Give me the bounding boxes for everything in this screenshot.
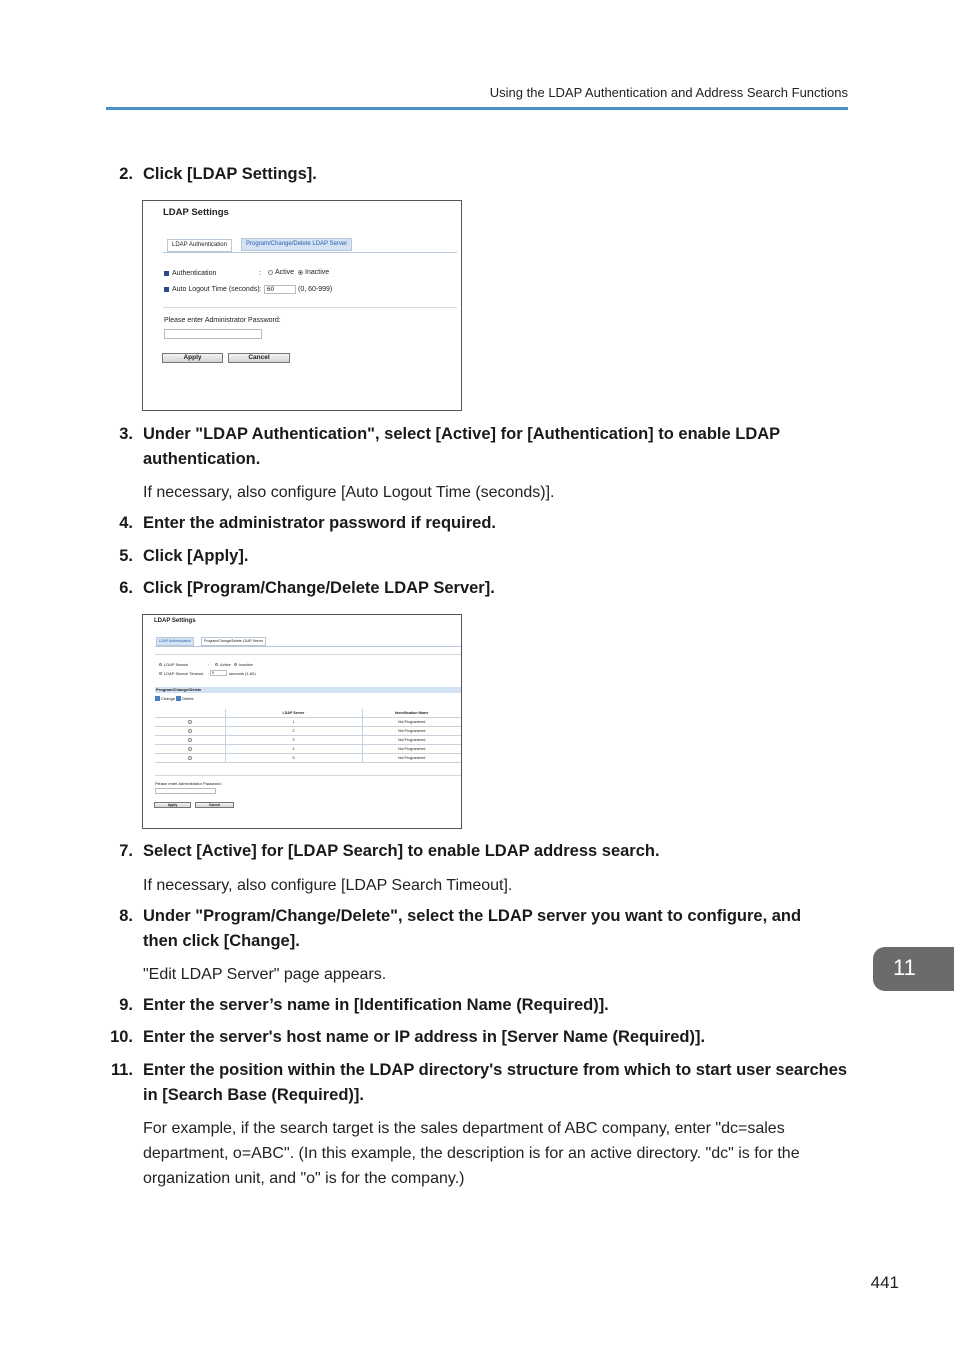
server-cell: 3	[225, 735, 362, 744]
server-cell: 1	[225, 717, 362, 726]
step-text: Select [Active] for [LDAP Search] to enable LDAP address search.	[143, 842, 660, 860]
authentication-label: Authentication	[172, 270, 217, 277]
row-select-cell	[155, 754, 225, 763]
delete-link[interactable]: Delete	[182, 696, 194, 701]
select-column-header	[155, 709, 225, 717]
step-text: Under "LDAP Authentication", select [Active] for [Authentication] to enable LDAP authentication.	[143, 425, 780, 468]
tab-ldap-authentication[interactable]: LDAP Authentication	[167, 239, 232, 252]
table-header-row	[155, 709, 461, 717]
name-cell: Not Programmed	[362, 735, 461, 744]
name-cell: Not Programmed	[362, 754, 461, 763]
ldap-search-timeout-label: LDAP Search Timeout	[164, 671, 204, 676]
step-text: Enter the position within the LDAP directory's structure from which to start user searches in [Search Base (Required)].	[143, 1061, 848, 1104]
bullet-icon	[159, 663, 162, 666]
radio-inactive-label: Inactive	[305, 269, 330, 276]
row-radio[interactable]	[188, 756, 192, 760]
name-cell: Not Programmed	[362, 717, 461, 726]
step-text: Click [Program/Change/Delete LDAP Server].	[143, 579, 495, 597]
apply-button[interactable]: Apply	[162, 353, 223, 363]
auto-logout-input[interactable]: 60	[264, 285, 296, 294]
tab-underline	[163, 252, 457, 253]
note-step-7: If necessary, also configure [LDAP Search Timeout].	[143, 877, 513, 894]
screenshot-title: LDAP Settings	[163, 207, 229, 218]
step-2	[100, 162, 860, 187]
ldap-search-timeout-row	[157, 671, 204, 676]
step-text: Click [Apply].	[143, 547, 249, 565]
step-number: 8.	[119, 907, 133, 925]
auto-logout-label: Auto Logout Time (seconds)	[172, 286, 260, 293]
step-number: 4.	[119, 514, 133, 532]
table-row[interactable]	[155, 726, 461, 735]
tab-ldap-authentication[interactable]: LDAP Authentication	[156, 637, 194, 646]
step-3	[100, 422, 860, 472]
server-cell: 4	[225, 745, 362, 754]
tab-underline	[155, 646, 461, 647]
table-row[interactable]	[155, 735, 461, 744]
screenshot-title: LDAP Settings	[154, 618, 196, 624]
step-text: Click [LDAP Settings].	[143, 165, 317, 183]
server-cell: 2	[225, 726, 362, 735]
radio-active[interactable]	[268, 270, 273, 275]
column-header-name: Identification Name	[362, 709, 461, 717]
step-number: 3.	[119, 425, 133, 443]
server-cell: 5	[225, 754, 362, 763]
name-cell: Not Programmed	[362, 745, 461, 754]
step-10	[100, 1025, 860, 1050]
row-select-cell	[155, 745, 225, 754]
ldap-settings-screenshot-server	[142, 614, 462, 829]
section-bar: Program/Change/Delete	[155, 687, 461, 693]
step-number: 9.	[119, 996, 133, 1014]
note-step-3: If necessary, also configure [Auto Logout Time (seconds)].	[143, 484, 555, 501]
step-11	[100, 1058, 850, 1108]
admin-password-input[interactable]	[155, 788, 216, 794]
note-step-11: For example, if the search target is the sales department of ABC company, enter "dc=sales department, o=ABC". (In this example, the description is for an active directory. "dc" is for the organization unit, and "o" is for the company.)	[143, 1120, 800, 1187]
bullet-icon	[164, 287, 169, 292]
colon: :	[208, 662, 210, 667]
step-number: 2.	[119, 165, 133, 183]
colon: :	[208, 671, 210, 676]
step-number: 11.	[110, 1061, 133, 1079]
divider	[155, 654, 461, 655]
ldap-server-table	[155, 709, 461, 763]
step-number: 10.	[110, 1028, 133, 1046]
note-step-8: "Edit LDAP Server" page appears.	[143, 966, 387, 983]
row-radio[interactable]	[188, 747, 192, 751]
row-radio[interactable]	[188, 738, 192, 742]
column-header-server: LDAP Server	[225, 709, 362, 717]
delete-icon[interactable]	[176, 696, 181, 701]
tab-program-change-delete-ldap-server[interactable]: Program/Change/Delete LDAP Server	[241, 238, 352, 251]
step-number: 7.	[119, 842, 133, 860]
tab-program-change-delete-ldap-server[interactable]: Program/Change/Delete LDAP Server	[201, 637, 266, 646]
row-radio[interactable]	[188, 729, 192, 733]
chapter-tab: 11	[873, 947, 954, 991]
step-text: Under "Program/Change/Delete", select the LDAP server you want to configure, and then click [Change].	[143, 907, 802, 950]
radio-inactive-label: Inactive	[239, 662, 253, 667]
step-number: 5.	[119, 547, 133, 565]
authentication-radio-group	[266, 269, 329, 276]
row-radio[interactable]	[188, 720, 192, 724]
row-select-cell	[155, 735, 225, 744]
step-text: Enter the server’s name in [Identification Name (Required)].	[143, 996, 609, 1014]
radio-active-label: Active	[275, 269, 295, 276]
ldap-search-label: LDAP Search	[164, 662, 189, 667]
step-9	[100, 993, 860, 1018]
table-row[interactable]	[155, 754, 461, 763]
admin-password-input[interactable]	[164, 329, 262, 339]
ldap-search-radio-group	[213, 662, 253, 667]
auto-logout-hint: (0, 60-999)	[298, 286, 333, 293]
bullet-icon	[159, 672, 162, 675]
row-select-cell	[155, 717, 225, 726]
step-4	[100, 511, 860, 536]
table-row[interactable]	[155, 717, 461, 726]
step-6	[100, 576, 860, 601]
colon: :	[259, 270, 261, 277]
password-prompt: Please enter Administrator Password:	[155, 781, 222, 786]
step-8	[100, 904, 820, 954]
step-text: Enter the administrator password if required.	[143, 514, 496, 532]
radio-active[interactable]	[215, 663, 218, 666]
ldap-search-timeout-input[interactable]: 5	[210, 670, 227, 676]
divider	[155, 775, 461, 776]
step-7	[100, 839, 860, 864]
ldap-settings-screenshot-authentication	[142, 200, 462, 411]
bullet-icon	[164, 271, 169, 276]
name-cell: Not Programmed	[362, 726, 461, 735]
header-rule	[106, 107, 848, 110]
radio-inactive[interactable]	[298, 270, 303, 275]
radio-inactive[interactable]	[234, 663, 237, 666]
change-delete-toolbar	[155, 696, 194, 701]
change-link[interactable]: Change	[161, 696, 176, 701]
colon: :	[259, 286, 261, 293]
apply-button[interactable]: Apply	[154, 802, 191, 808]
radio-active-label: Active	[220, 662, 231, 667]
step-5	[100, 544, 860, 569]
password-prompt: Please enter Administrator Password:	[164, 317, 281, 324]
table-row[interactable]	[155, 745, 461, 754]
change-icon[interactable]	[155, 696, 160, 701]
ldap-search-row	[157, 662, 188, 667]
divider	[163, 307, 457, 308]
timeout-hint: seconds (1-60)	[229, 671, 256, 676]
row-select-cell	[155, 726, 225, 735]
cancel-button[interactable]: Cancel	[228, 353, 290, 363]
running-header: Using the LDAP Authentication and Address Search Functions	[489, 85, 848, 100]
step-text: Enter the server's host name or IP address in [Server Name (Required)].	[143, 1028, 706, 1046]
cancel-button[interactable]: Cancel	[195, 802, 234, 808]
step-number: 6.	[119, 579, 133, 597]
page-number: 441	[870, 1273, 899, 1292]
